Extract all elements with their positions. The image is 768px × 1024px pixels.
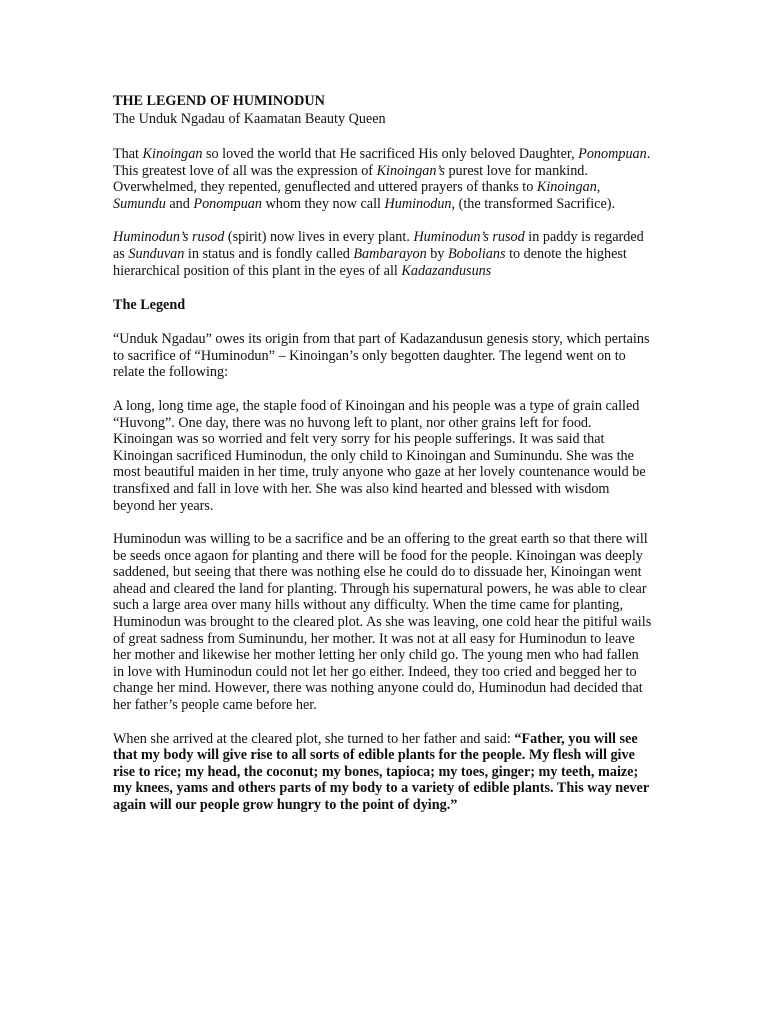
text-segment: (spirit) now lives in every plant. xyxy=(224,229,414,246)
text-segment: Bobolians xyxy=(447,245,506,262)
text-segment: so loved the world that He sacrificed His only beloved Daughter, xyxy=(202,146,579,162)
legend-section xyxy=(113,331,718,813)
text-segment: in status and is fondly called xyxy=(184,245,354,262)
document-title: THE LEGEND OF HUMINODUN xyxy=(113,93,325,109)
origin-paragraph xyxy=(113,331,653,381)
text-segment: Huminodun’s rusod xyxy=(113,229,225,246)
text-segment: by xyxy=(426,245,448,262)
section-heading-legend: The Legend xyxy=(113,297,186,314)
sacrifice-paragraph xyxy=(113,531,653,714)
text-segment: and xyxy=(165,195,194,212)
text-segment: That xyxy=(113,146,143,162)
text-segment: Ponompuan xyxy=(578,146,647,162)
text-segment: (the transformed Sacrifice). xyxy=(455,195,616,212)
text-segment: Sunduvan xyxy=(128,245,185,262)
text-segment: . This greatest love of all was the expression of xyxy=(113,146,651,179)
intro-paragraph xyxy=(113,146,653,212)
huvong-paragraph xyxy=(113,398,653,514)
text-segment: whom they now call xyxy=(261,195,385,212)
text-segment: When she arrived at the cleared plot, she turned to her father and said: xyxy=(113,730,515,747)
text-segment: Ponompuan xyxy=(193,195,262,212)
text-segment: “Unduk Ngadau” owes its origin from that part of Kadazandusun genesis story, which pertains to sacrifice of “Huminodun” – Kinoingan’s only begotten daughter. The legend went on to relate the following: xyxy=(113,331,650,381)
rusod-paragraph xyxy=(113,229,653,279)
text-segment: “Father, you will see that my body will give rise to all sorts of edible plants for the people. My flesh will give rise to rice; my head, the coconut; my bones, tapioca; my toes, ginger; my teeth, maize; my knees, yams and others parts of my body to a variety of edible plants. This way never again will our people grow hungry to the point of dying.” xyxy=(113,730,649,813)
speech-paragraph xyxy=(113,731,653,814)
document-subtitle: The Unduk Ngadau of Kaamatan Beauty Queen xyxy=(113,111,386,127)
text-segment: Huminodun was willing to be a sacrifice and be an offering to the great earth so that there will be seeds once agaon for planting and there will be food for the people. Kinoingan was deeply saddened, but seeing that there was nothing else he could do to dissuade her, Kinoingan went ahead and cleared the land for planting. Through his supernatural powers, he was able to clear such a large area over many hills without any difficulty. When the time came for planting, Huminodun was brought to the cleared plot. As she was leaving, one cold hear the pitiful wails of great sadness from Suminundu, her mother. It was not at all easy for Huminodun to leave her mother and likewise her mother letting her only child go. The young men who had fallen in love with Huminodun could not let her go either. Indeed, they too cried and begged her to change her mind. However, there was nothing anyone could do, Huminodun had decided that her father’s people came before her. xyxy=(113,531,652,714)
text-segment: Kinoingan’s xyxy=(376,162,445,179)
text-segment: to denote the highest hierarchical position of this plant in the eyes of all xyxy=(113,245,627,279)
text-segment: in paddy is regarded as xyxy=(113,229,644,262)
text-segment: Bambarayon xyxy=(353,245,427,262)
text-segment: Kadazandusuns xyxy=(401,262,492,279)
text-segment: Huminodun’s rusod xyxy=(413,229,525,246)
text-segment: Kinoingan, Sumundu xyxy=(113,179,601,212)
text-segment: purest love for mankind. Overwhelmed, they repented, genuflected and uttered prayers of thanks to xyxy=(113,162,588,196)
intro-section xyxy=(113,146,718,279)
text-segment: A long, long time age, the staple food of Kinoingan and his people was a type of grain called “Huvong”. One day, there was no huvong left to plant, nor other grains left for food. Kinoingan was so worried and felt very sorry for his people sufferings. It was said that Kinoingan sacrificed Huminodun, the only child to Kinoingan and Suminundu. She was the most beautiful maiden in her time, truly anyone who gaze at her lovely countenance would be transfixed and fall in love with her. She was also kind hearted and blessed with wisdom beyond her years. xyxy=(113,397,646,514)
text-segment: Kinoingan xyxy=(142,146,203,162)
text-segment: Huminodun, xyxy=(384,195,456,212)
